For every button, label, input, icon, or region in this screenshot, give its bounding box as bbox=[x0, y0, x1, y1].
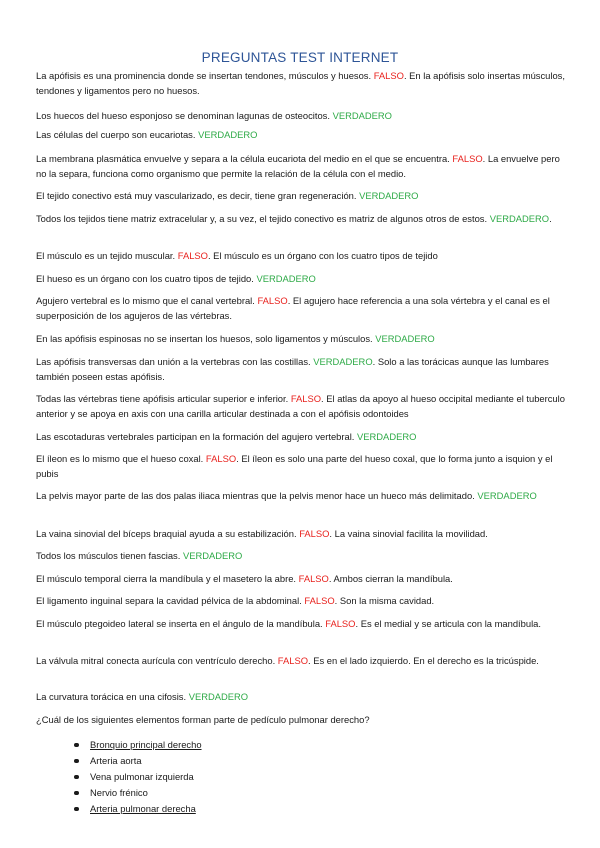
question-22 bbox=[36, 689, 568, 704]
explanation: . La envuelve pero no la separa, funciona como organismo que permite la relación de la célula con el medio. bbox=[36, 153, 560, 179]
question-text: Todos los músculos tienen fascias. bbox=[36, 550, 183, 561]
list-item bbox=[74, 801, 202, 817]
bullet-icon bbox=[74, 775, 79, 780]
explanation: . Es en el lado izquierdo. En el derecho es la tricúspide. bbox=[308, 655, 539, 666]
explanation: . El músculo es un órgano con los cuatro tipos de tejido bbox=[207, 250, 438, 261]
question-text: Todas las vértebras tiene apófisis articular superior e inferior. bbox=[36, 393, 291, 404]
answer-true: VERDADERO bbox=[359, 190, 419, 201]
answer-false: FALSO bbox=[299, 528, 330, 539]
option-text: Bronquio principal derecho bbox=[90, 739, 202, 750]
question-text: El músculo ptegoideo lateral se inserta en el ángulo de la mandíbula. bbox=[36, 618, 326, 629]
answer-true: VERDADERO bbox=[489, 213, 550, 224]
question-text: Las apófisis transversas dan unión a la vertebras con las costillas. bbox=[36, 356, 314, 367]
question-text: La membrana plasmática envuelve y separa a la célula eucariota del medio en el que se encuentra. bbox=[36, 153, 453, 164]
question-text: La válvula mitral conecta aurícula con ventrículo derecho. bbox=[36, 655, 278, 666]
explanation: . El íleon es solo una parte del hueso coxal, que lo forma junto a isquion y el pubis bbox=[36, 453, 553, 479]
question-text: Agujero vertebral es lo mismo que el canal vertebral. bbox=[36, 295, 258, 306]
question-10 bbox=[36, 331, 568, 346]
question-21 bbox=[36, 653, 568, 668]
question-20 bbox=[36, 616, 568, 631]
answer-true: VERDADERO bbox=[182, 550, 243, 561]
answer-false: FALSO bbox=[177, 250, 208, 261]
bullet-icon bbox=[74, 743, 79, 748]
question-13 bbox=[36, 429, 568, 444]
question-6 bbox=[36, 211, 568, 226]
answer-true: VERDADERO bbox=[477, 490, 537, 501]
question-7 bbox=[36, 248, 568, 263]
list-item bbox=[74, 737, 202, 753]
explanation: . El agujero hace referencia a una sola vértebra y el canal es el superposición de los agujeros de las vértebras. bbox=[36, 295, 550, 321]
question-text: En las apófisis espinosas no se insertan los huesos, solo ligamentos y músculos. bbox=[36, 333, 376, 344]
explanation: . En la apófisis solo insertas músculos, tendones y ligamentos pero no huesos. bbox=[36, 70, 565, 96]
explanation: . Ambos cierran la mandíbula. bbox=[328, 573, 453, 584]
question-text: El íleon es lo mismo que el hueso coxal. bbox=[36, 453, 206, 464]
question-text: El hueso es un órgano con los cuatro tipos de tejido. bbox=[36, 273, 257, 284]
list-item bbox=[74, 753, 202, 769]
explanation: . Es el medial y se articula con la mandíbula. bbox=[355, 618, 541, 629]
option-text: Arteria pulmonar derecha bbox=[90, 803, 196, 814]
question-text: El músculo temporal cierra la mandíbula y el masetero la abre. bbox=[36, 573, 299, 584]
answer-options-list bbox=[74, 737, 202, 817]
option-text: Arteria aorta bbox=[90, 755, 142, 766]
question-5 bbox=[36, 188, 568, 203]
question-text: El ligamento inguinal separa la cavidad pélvica de la abdominal. bbox=[36, 595, 305, 606]
question-text: La curvatura torácica en una cifosis. bbox=[36, 691, 189, 702]
option-text: Nervio frénico bbox=[90, 787, 148, 798]
explanation: . bbox=[549, 213, 552, 224]
answer-false: FALSO bbox=[298, 573, 329, 584]
explanation: . Solo a las torácicas aunque las lumbares también poseen estas apófisis. bbox=[36, 356, 549, 382]
question-text: Todos los tejidos tiene matriz extracelular y, a su vez, el tejido conectivo es matriz de algunos otros de estos. bbox=[36, 213, 490, 224]
question-3 bbox=[36, 127, 568, 142]
bullet-icon bbox=[74, 791, 79, 796]
question-1 bbox=[36, 68, 568, 98]
answer-true: VERDADERO bbox=[375, 333, 435, 344]
question-15 bbox=[36, 488, 568, 503]
option-text: Vena pulmonar izquierda bbox=[90, 771, 194, 782]
question-2 bbox=[36, 108, 568, 123]
question-14 bbox=[36, 451, 568, 481]
question-18 bbox=[36, 571, 568, 586]
bullet-icon bbox=[74, 807, 79, 812]
answer-true: VERDADERO bbox=[313, 356, 373, 367]
question-9 bbox=[36, 293, 568, 323]
final-question: ¿Cuál de los siguientes elementos forman parte de pedículo pulmonar derecho? bbox=[36, 714, 370, 725]
answer-false: FALSO bbox=[452, 153, 483, 164]
answer-true: VERDADERO bbox=[357, 431, 417, 442]
answer-true: VERDADERO bbox=[256, 273, 316, 284]
answer-true: VERDADERO bbox=[188, 691, 249, 702]
question-text: El músculo es un tejido muscular. bbox=[36, 250, 178, 261]
list-item bbox=[74, 769, 202, 785]
question-8 bbox=[36, 271, 568, 286]
question-19 bbox=[36, 593, 568, 608]
question-text: La vaina sinovial del bíceps braquial ayuda a su estabilización. bbox=[36, 528, 300, 539]
question-16 bbox=[36, 526, 568, 541]
question-text: Las células del cuerpo son eucariotas. bbox=[36, 129, 199, 140]
question-4 bbox=[36, 151, 568, 181]
explanation: . Son la misma cavidad. bbox=[334, 595, 435, 606]
question-text: Las escotaduras vertebrales participan en la formación del agujero vertebral. bbox=[36, 431, 358, 442]
page-title: PREGUNTAS TEST INTERNET bbox=[201, 50, 399, 65]
question-text: El tejido conectivo está muy vascularizado, es decir, tiene gran regeneración. bbox=[36, 190, 360, 201]
explanation: . El atlas da apoyo al hueso occipital mediante el tuberculo anterior y se apoya en axis con una carilla articular destinada a con el apófisis odontoides bbox=[36, 393, 565, 419]
explanation: . La vaina sinovial facilita la movilidad. bbox=[329, 528, 488, 539]
answer-false: FALSO bbox=[325, 618, 356, 629]
answer-true: VERDADERO bbox=[198, 129, 258, 140]
answer-false: FALSO bbox=[205, 453, 237, 464]
bullet-icon bbox=[74, 759, 79, 764]
question-17 bbox=[36, 548, 568, 563]
question-text: Los huecos del hueso esponjoso se denominan lagunas de osteocitos. bbox=[36, 110, 333, 121]
answer-false: FALSO bbox=[373, 70, 404, 81]
answer-false: FALSO bbox=[277, 655, 309, 666]
question-11 bbox=[36, 354, 568, 384]
answer-false: FALSO bbox=[257, 295, 288, 306]
question-text: La pelvis mayor parte de las dos palas iliaca mientras que la pelvis menor hace un hueco más delimitado. bbox=[36, 490, 478, 501]
answer-true: VERDADERO bbox=[332, 110, 392, 121]
question-text: La apófisis es una prominencia donde se insertan tendones, músculos y huesos. bbox=[36, 70, 374, 81]
list-item bbox=[74, 785, 202, 801]
answer-false: FALSO bbox=[290, 393, 322, 404]
answer-false: FALSO bbox=[304, 595, 335, 606]
question-12 bbox=[36, 391, 568, 421]
